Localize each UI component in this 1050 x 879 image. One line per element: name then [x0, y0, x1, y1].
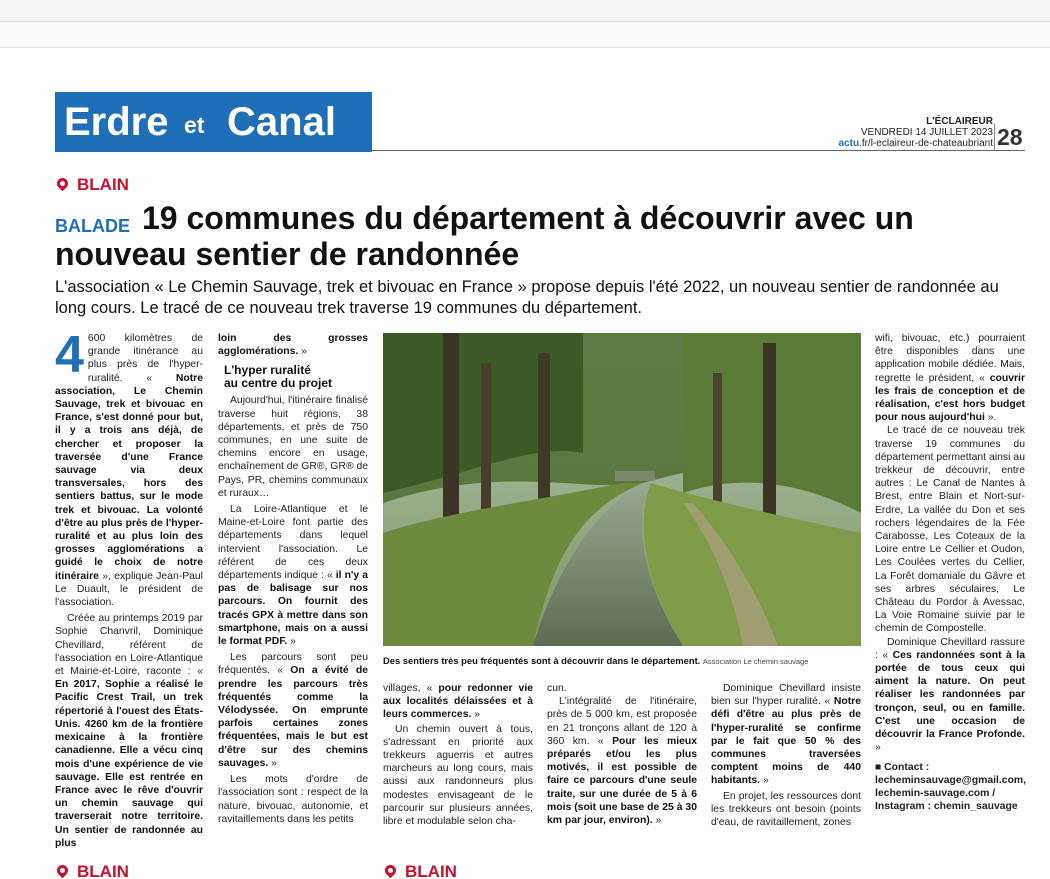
text-run: » — [760, 775, 769, 787]
paragraph — [55, 612, 203, 850]
quote-text: On a évité de prendre les parcours très fréquentés comme la Vélodyssée. On emprunte parfois certaines zones fréquentées, mais le but est d'être sur des chemins sauvages. — [218, 665, 368, 769]
paragraph — [711, 682, 861, 788]
headline — [55, 200, 955, 272]
text-run: Les parcours sont peu fréquentés. « — [218, 652, 368, 677]
paragraph: En projet, les ressources dont les trekkeurs ont besoin (points d'eau, de ravitaillement, zones — [711, 790, 861, 829]
paragraph — [218, 503, 368, 648]
text-run: » — [652, 815, 662, 827]
headline-text: 19 communes du département à découvrir avec un nouveau sentier de randonnée — [55, 200, 914, 272]
article-photo — [383, 333, 861, 646]
text-run: villages, « — [383, 683, 439, 694]
standfirst: L'association « Le Chemin Sauvage, trek et bivouac en France » propose depuis l'été 2022, un nouveau sentier de randonnée au long cours. Le tracé de ce nouveau trek traverse 19 communes du département. — [55, 278, 999, 317]
text-run: », explique Jean-Paul Le Duault, le président de l'association. — [55, 570, 203, 609]
text-run: 600 kilomètres de grande itinérance au plus près de l'hyper-ruralité. « — [87, 333, 203, 384]
paragraph — [547, 695, 697, 827]
section-word-2: et — [184, 112, 205, 138]
text-run: Créée au printemps 2019 par Sophie Chanvril, Dominique Chevillard, référent de l'association en Loire-Atlantique et Maine-et-Loire, raconte : « — [55, 613, 203, 678]
article-column-2 — [218, 332, 368, 826]
location-pin-icon — [55, 176, 71, 192]
quote-text: il n'y a pas de balisage sur nos parcours. On fournit des tracés GPX à mettre dans son smartphone, mais on a aussi le format PDF. — [218, 570, 368, 648]
subheading-line-1: L'hyper ruralité — [224, 363, 311, 378]
paragraph — [218, 651, 368, 770]
quote-text: couvrir les frais de conception et de réalisation, c'est hors budget pour nous aujourd'hui — [875, 372, 1025, 424]
page-number: 28 — [997, 124, 1023, 150]
quote-text: En 2017, Sophie a réalisé le Pacific Crest Trail, un trek répertorié à l'ouest des États-Unis. 4260 km de la frontière mexicaine à la frontière canadienne. Elle a vécu cinq mois d'une expérience de vie sauvage. Elle est rentrée en France avec le rêve d'ouvrir un chemin sauvage qui traverserait notre territoire. Un sentier de randonnée au plus — [55, 679, 203, 849]
article-column-1 — [55, 326, 203, 850]
next-article-location — [385, 862, 457, 879]
next-article-location — [57, 862, 129, 879]
header-rule — [372, 150, 1025, 151]
contact-info: ■ Contact : lecheminsauvage@gmail.com, lechemin-sauvage.com / Instagram : chemin_sauvage — [875, 761, 1027, 813]
publication-url[interactable] — [838, 138, 993, 149]
paragraph — [875, 636, 1025, 755]
location-pin-icon — [383, 863, 399, 879]
location-label: BLAIN — [77, 175, 129, 194]
location-label: BLAIN — [405, 862, 457, 879]
paragraph — [55, 326, 203, 609]
quote-text: loin des grosses agglomérations. — [218, 333, 368, 358]
photo-caption — [383, 655, 861, 668]
paragraph — [218, 332, 368, 358]
text-run: L'intégralité de l'itinéraire, près de 5 000 km, est proposée en 21 tronçons allant de 120 à 360 km. « — [547, 696, 697, 747]
text-run: » — [471, 709, 481, 721]
quote-text: Notre association, Le Chemin Sauvage, trek et bivouac en France, s'est donné pour but, il y a trois ans déjà, de chercher et proposer la traversée d'une France sauvage via deux transversales, hors des sentiers battus, sur le mode trek et bivouac. La volonté d'être au plus près de l'hyper-ruralité et au plus loin des grosses agglomérations a guidé le choix de notre itinéraire — [55, 372, 203, 582]
url-path: .fr/l-eclaireur-de-chateaubriant — [859, 138, 993, 149]
viewer-toolbar — [0, 22, 1050, 48]
kicker: BALADE — [55, 216, 130, 236]
paragraph: cun. — [547, 683, 567, 694]
article-column-5 — [711, 682, 861, 829]
masthead — [838, 116, 993, 149]
paragraph: Les mots d'ordre de l'association sont : respect de la nature, bivouac, autonomie, et ravitaillements dans les petits — [218, 774, 368, 825]
drop-cap: 4 — [55, 326, 84, 384]
section-word-1: Erdre — [64, 100, 169, 144]
text-run: Dominique Chevillard rassure : « — [875, 636, 1025, 661]
text-run: » — [268, 757, 277, 769]
paragraph: Le tracé de ce nouveau trek traverse 19 communes du département permettant ainsi au trekkeur de découvrir, entre autres : Le Canal de Nantes à Brest, entre Blain et Nort-sur-Erdre, La vallée du Don et ses rochers légendaires de la Fée Carabosse, Les Coteaux de la Loire entre Le Cellier et Oudon, Les Coulées vertes du Cellier, La Forêt domaniale du Gâvre et ses arbres séculaires, Le Château du Pordor à Avessac, La Voie Romaine suivie par le chemin de Compostelle. — [875, 425, 1025, 635]
location-pin-icon — [55, 863, 71, 879]
paragraph — [875, 332, 1025, 424]
location-label: BLAIN — [77, 862, 129, 879]
article-column-4 — [547, 682, 697, 827]
article-location — [57, 175, 129, 195]
quote-text: Ces randonnées sont à la portée de tous ceux qui aiment la nature. On peut réaliser les randonnées par tronçon, seul, ou en famille. C'est une occasion de découvrir la France Profonde. — [875, 649, 1025, 741]
quote-text: pour redonner vie aux localités délaissées et à leurs commerces. — [383, 683, 533, 721]
photo-credit: Association Le chemin sauvage — [702, 657, 809, 666]
caption-text: Des sentiers très peu fréquentés sont à découvrir dans le département. — [383, 655, 701, 666]
text-run: Dominique Chevillard insiste bien sur l'hyper ruralité. « — [711, 683, 861, 708]
article-column-3 — [383, 682, 533, 828]
canal-path-photo — [383, 333, 861, 646]
text-run: wifi, bivouac, etc.) pourraient être disponibles dans une application mobile dédiée. Mais, regrette le président, « — [875, 333, 1025, 384]
quote-text: Pour les mieux préparés et/ou les plus motivés, il est possible de faire ce parcours d'une seule traite, sur une durée de 5 à 6 mois (soit une base de 25 à 30 km par jour, environ). — [547, 735, 698, 827]
paragraph — [383, 682, 533, 722]
page-number-separator — [994, 124, 995, 150]
text-run: » — [287, 636, 296, 648]
section-banner — [55, 92, 372, 152]
subheading-line-2: au centre du projet — [224, 376, 333, 391]
paragraph: Aujourd'hui, l'itinéraire finalisé traverse huit régions, 38 départements, et près de 750 communes, en une suite de chemins encore en usage, enchaînement de GR®, GR® de Pays, PR, chemins communaux et ruraux… — [218, 395, 368, 499]
text-run: » — [875, 742, 881, 754]
text-run: ». — [984, 412, 997, 424]
publication-name: L'ÉCLAIREUR — [926, 116, 993, 127]
url-brand: actu — [838, 138, 860, 149]
article-column-6 — [875, 332, 1025, 813]
quote-text: Notre défi d'être au plus près de l'hyper-ruralité se confirme par le fait que 50 % des communes traversées comptent moins de 440 habitants. — [711, 696, 861, 787]
browser-top-bar — [0, 0, 1050, 22]
text-run: La Loire-Atlantique et le Maine-et-Loire font partie des départements dans lequel intervient l'association. Le référent de ces deux départements indique : « — [218, 504, 368, 582]
section-word-3: Canal — [227, 100, 336, 144]
issue-date: VENDREDI 14 JUILLET 2023 — [860, 127, 993, 138]
text-run: » — [298, 346, 307, 358]
paragraph: Un chemin ouvert à tous, s'adressant en priorité aux trekkeurs aguerris et autres marcheurs au long cours, mais aussi aux randonneurs plus modestes envisageant de le parcourir sur plusieurs années, libre et modulable selon cha- — [383, 723, 533, 828]
subheading — [224, 364, 368, 390]
